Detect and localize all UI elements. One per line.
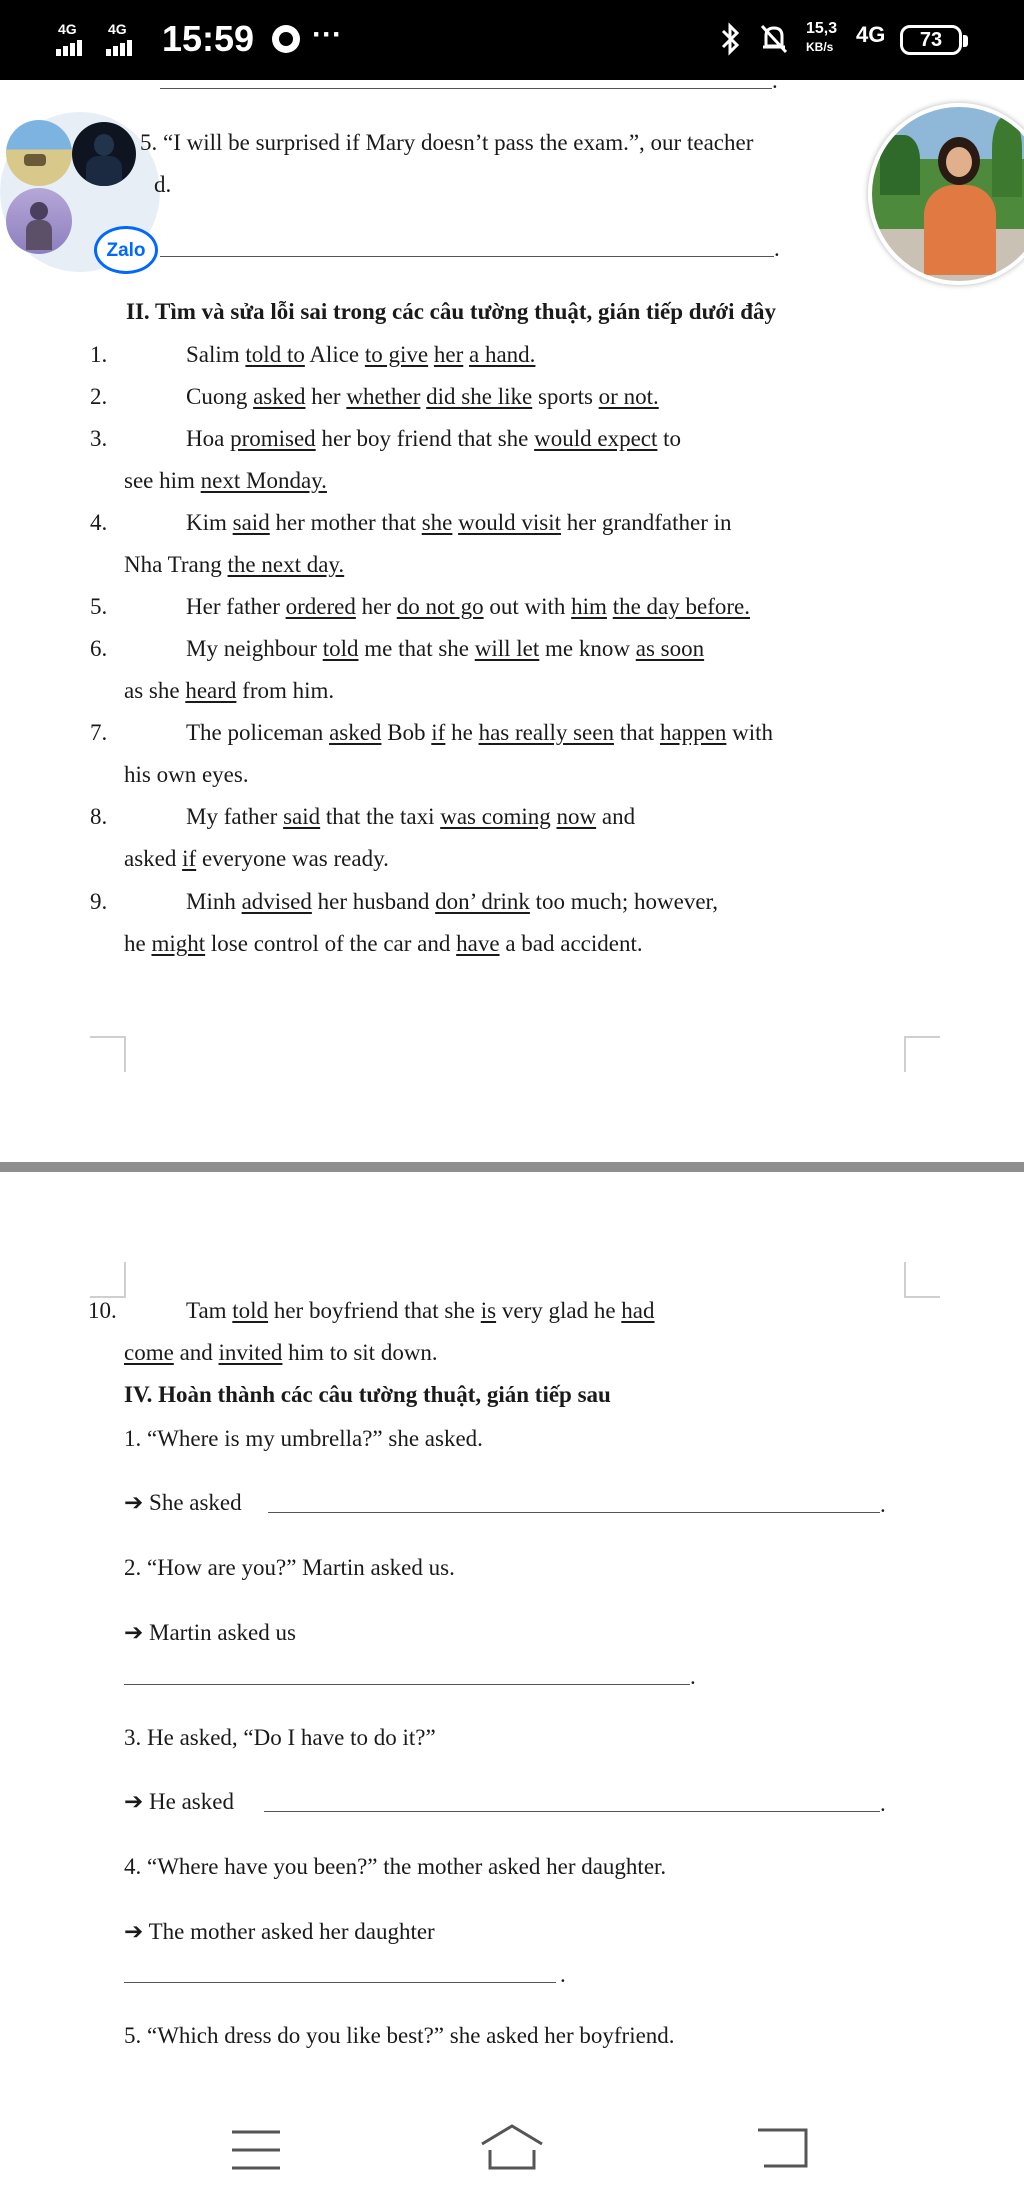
- period: .: [772, 68, 778, 93]
- exercise-sentence-7-cont: his own eyes.: [124, 762, 249, 787]
- item-number: 9.: [90, 889, 108, 914]
- page-corner-mark: [90, 1036, 126, 1072]
- period: .: [774, 236, 780, 261]
- sim2-label: 4G: [108, 21, 127, 37]
- question-1: 1. “Where is my umbrella?” she asked.: [124, 1426, 483, 1451]
- item-number: 7.: [90, 720, 108, 745]
- battery-indicator: 73: [900, 25, 962, 55]
- exercise-sentence-8: My father said that the taxi was coming now and: [186, 804, 636, 829]
- answer-line-q4: [124, 1982, 556, 1983]
- exercise-sentence-1: Salim told to Alice to give her a hand.: [186, 342, 536, 367]
- section-4-heading: IV. Hoàn thành các câu tường thuật, gián tiếp sau: [124, 1382, 611, 1407]
- answer-prompt-2: ➔ Martin asked us: [124, 1620, 296, 1645]
- section-2-heading: II. Tìm và sửa lỗi sai trong các câu tường thuật, gián tiếp dưới đây: [126, 299, 777, 324]
- exercise-item-5-cont: d.: [154, 172, 172, 197]
- bluetooth-icon: [720, 22, 742, 56]
- answer-prompt-3: ➔ He asked: [124, 1789, 234, 1814]
- page-corner-mark: [904, 1036, 940, 1072]
- exercise-sentence-2: Cuong asked her whether did she like sports or not.: [186, 384, 659, 409]
- exercise-sentence-4: Kim said her mother that she would visit her grandfather in: [186, 510, 732, 535]
- page-divider: [0, 1162, 1024, 1172]
- exercise-sentence-6-cont: as she heard from him.: [124, 678, 335, 703]
- system-nav-bar: [0, 2080, 1024, 2198]
- answer-prompt-4: ➔ The mother asked her daughter: [124, 1919, 435, 1944]
- exercise-sentence-7: The policeman asked Bob if he has really seen that happen with: [186, 720, 774, 745]
- menu-icon[interactable]: [230, 2128, 282, 2172]
- net-speed-value: 15,3: [806, 20, 838, 37]
- exercise-sentence-3: Hoa promised her boy friend that she would expect to: [186, 426, 682, 451]
- clock: 15:59: [162, 18, 255, 59]
- net-speed-unit: KB/s: [806, 40, 834, 54]
- home-icon[interactable]: [476, 2122, 548, 2174]
- exercise-sentence-8-cont: asked if everyone was ready.: [124, 846, 389, 871]
- period: .: [880, 1492, 886, 1517]
- item-number: 3.: [90, 426, 108, 451]
- period: .: [560, 1962, 566, 1987]
- page-corner-mark: [90, 1262, 126, 1298]
- answer-line-5: [160, 256, 774, 257]
- answer-line-q1: [268, 1512, 880, 1513]
- exercise-sentence-9-cont: he might lose control of the car and have a bad accident.: [124, 931, 643, 956]
- question-2: 2. “How are you?” Martin asked us.: [124, 1555, 455, 1580]
- app-notification-icon: [272, 25, 300, 53]
- answer-prompt-1: ➔ She asked: [124, 1490, 242, 1515]
- signal-icon: [56, 38, 84, 56]
- page-corner-mark: [904, 1262, 940, 1298]
- period: .: [690, 1664, 696, 1689]
- back-icon[interactable]: [756, 2126, 810, 2172]
- status-bar: [0, 0, 1024, 80]
- exercise-sentence-10-cont: come and invited him to sit down.: [124, 1340, 438, 1365]
- chat-avatar-group[interactable]: [6, 188, 72, 254]
- item-number: 5.: [90, 594, 108, 619]
- chat-avatar-person[interactable]: [72, 122, 136, 186]
- item-number: 2.: [90, 384, 108, 409]
- more-notifications: ···: [312, 18, 342, 51]
- exercise-sentence-4-cont: Nha Trang the next day.: [124, 552, 345, 577]
- signal-icon-2: [106, 38, 134, 56]
- period: .: [880, 1791, 886, 1816]
- mute-bell-icon: [758, 22, 790, 56]
- answer-line-q2: [124, 1684, 690, 1685]
- item-number: 8.: [90, 804, 108, 829]
- item-number: 1.: [90, 342, 108, 367]
- sim1-label: 4G: [58, 21, 77, 37]
- exercise-sentence-5: Her father ordered her do not go out with him the day before.: [186, 594, 750, 619]
- answer-line-top: [160, 88, 772, 89]
- item-number: 4.: [90, 510, 108, 535]
- answer-line-q3: [264, 1811, 880, 1812]
- exercise-item-5: 5. “I will be surprised if Mary doesn’t pass the exam.”, our teacher: [140, 130, 754, 155]
- exercise-sentence-9: Minh advised her husband don’ drink too much; however,: [186, 889, 719, 914]
- chat-avatar-landscape[interactable]: [6, 120, 72, 186]
- exercise-sentence-3-cont: see him next Monday.: [124, 468, 327, 493]
- question-5: 5. “Which dress do you like best?” she asked her boyfriend.: [124, 2023, 675, 2048]
- network-type: 4G: [856, 22, 886, 47]
- exercise-sentence-10: Tam told her boyfriend that she is very glad he had: [186, 1298, 655, 1323]
- question-4: 4. “Where have you been?” the mother asked her daughter.: [124, 1854, 667, 1879]
- exercise-sentence-6: My neighbour told me that she will let me know as soon: [186, 636, 705, 661]
- item-number: 10.: [88, 1298, 117, 1323]
- item-number: 6.: [90, 636, 108, 661]
- zalo-badge[interactable]: Zalo: [94, 226, 158, 274]
- question-3: 3. He asked, “Do I have to do it?”: [124, 1725, 436, 1750]
- floating-contact-avatar[interactable]: [868, 103, 1024, 285]
